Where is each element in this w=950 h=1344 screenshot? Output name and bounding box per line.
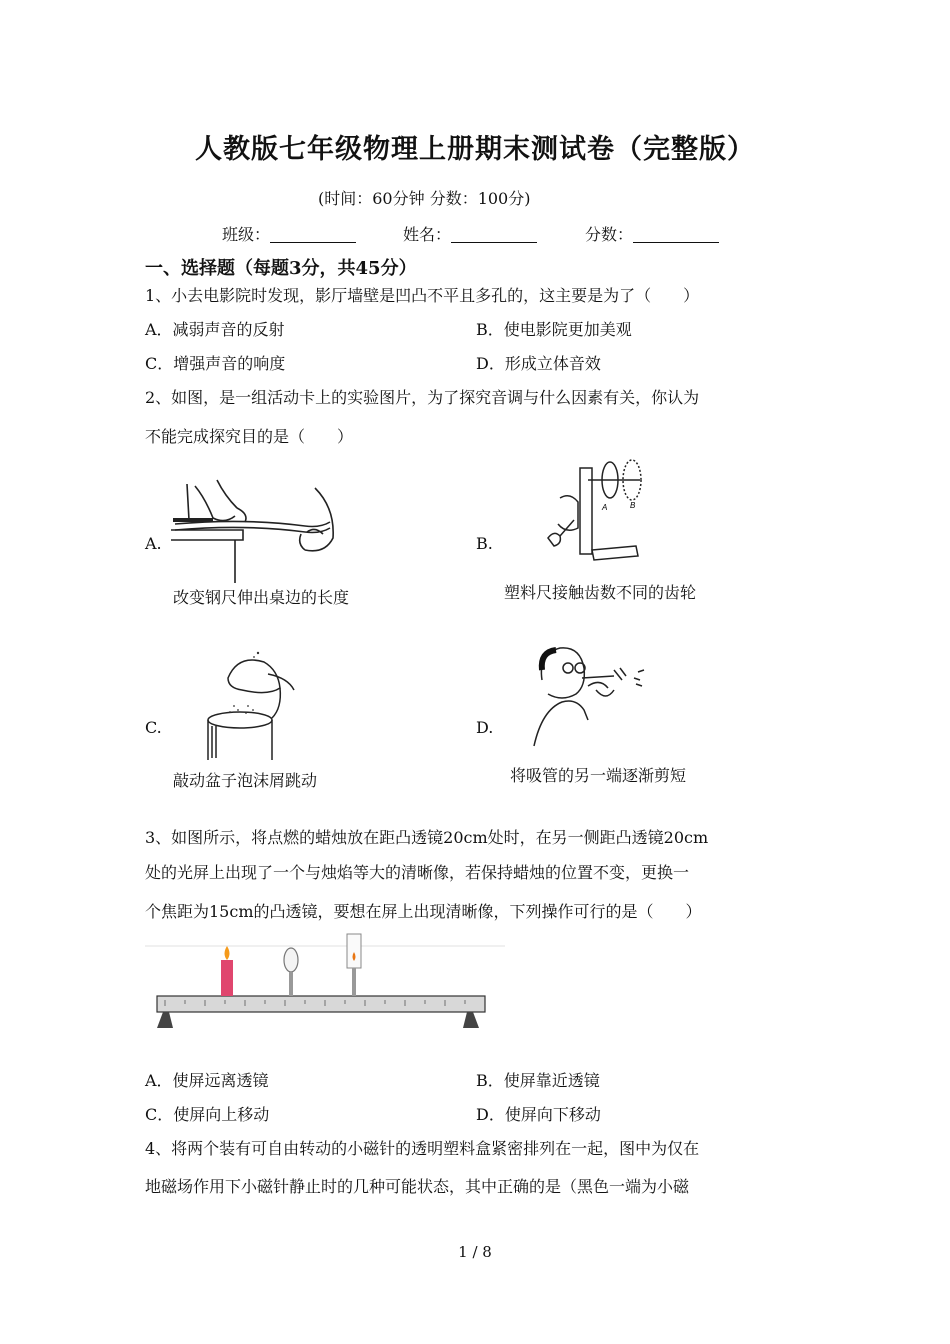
class-label: 班级： (222, 225, 271, 244)
q2-a-caption: 改变钢尺伸出桌边的长度 (173, 588, 350, 607)
optical-bench-figure (145, 930, 505, 1030)
name-field (403, 222, 537, 245)
question-3-line3: 个焦距为15cm的凸透镜，要想在屏上出现清晰像，下列操作可行的是（ ） (145, 902, 702, 921)
q2-option-d-label: D. (476, 718, 494, 737)
exam-subtitle: (时间：60分钟 分数：100分) (318, 189, 531, 208)
name-label: 姓名： (403, 225, 452, 244)
section-heading: 一、选择题（每题3分，共45分） (145, 258, 417, 279)
class-field (222, 222, 356, 245)
straw-figure (522, 640, 657, 755)
score-field (585, 222, 719, 245)
page-title: 人教版七年级物理上册期末测试卷（完整版） (195, 134, 755, 165)
question-3-line2: 处的光屏上出现了一个与烛焰等大的清晰像，若保持蜡烛的位置不变，更换一 (145, 863, 690, 882)
q1-option-d: D．形成立体音效 (476, 354, 601, 373)
score-label: 分数： (585, 225, 634, 244)
q3-option-a: A．使屏远离透镜 (145, 1071, 269, 1090)
steel-ruler-figure (165, 468, 355, 583)
gear-wheels-figure (540, 458, 655, 573)
class-blank (270, 228, 356, 243)
q2-option-a-label: A. (145, 534, 162, 553)
q3-option-b: B．使屏靠近透镜 (476, 1071, 600, 1090)
question-4-line1: 4、将两个装有可自由转动的小磁针的透明塑料盒紧密排列在一起，图中为仅在 (145, 1139, 700, 1158)
score-blank (633, 228, 719, 243)
question-4-line2: 地磁场作用下小磁针静止时的几种可能状态，其中正确的是（黑色一端为小磁 (145, 1177, 690, 1196)
drum-foam-figure (198, 648, 308, 763)
q3-option-c: C．使屏向上移动 (145, 1105, 270, 1124)
page-number: 1 / 8 (458, 1243, 492, 1261)
q2-b-caption: 塑料尺接触齿数不同的齿轮 (504, 583, 697, 602)
q1-option-b: B．使电影院更加美观 (476, 320, 632, 339)
question-3-line1: 3、如图所示，将点燃的蜡烛放在距凸透镜20cm处时，在另一侧距凸透镜20cm (145, 828, 709, 847)
q2-option-c-label: C. (145, 718, 162, 737)
q2-c-caption: 敲动盆子泡沫屑跳动 (173, 771, 318, 790)
q2-d-caption: 将吸管的另一端逐渐剪短 (510, 766, 687, 785)
svg-text:B: B (630, 501, 636, 510)
q2-option-b-label: B. (476, 534, 493, 553)
question-1: 1、小去电影院时发现，影厅墙壁是凹凸不平且多孔的，这主要是为了（ ） (145, 286, 700, 305)
q1-option-a: A．减弱声音的反射 (145, 320, 285, 339)
q1-option-c: C．增强声音的响度 (145, 354, 286, 373)
svg-text:A: A (602, 503, 608, 512)
name-blank (451, 228, 537, 243)
question-2-line1: 2、如图，是一组活动卡上的实验图片，为了探究音调与什么因素有关，你认为 (145, 388, 700, 407)
question-2-line2: 不能完成探究目的是（ ） (145, 427, 354, 446)
q3-option-d: D．使屏向下移动 (476, 1105, 601, 1124)
